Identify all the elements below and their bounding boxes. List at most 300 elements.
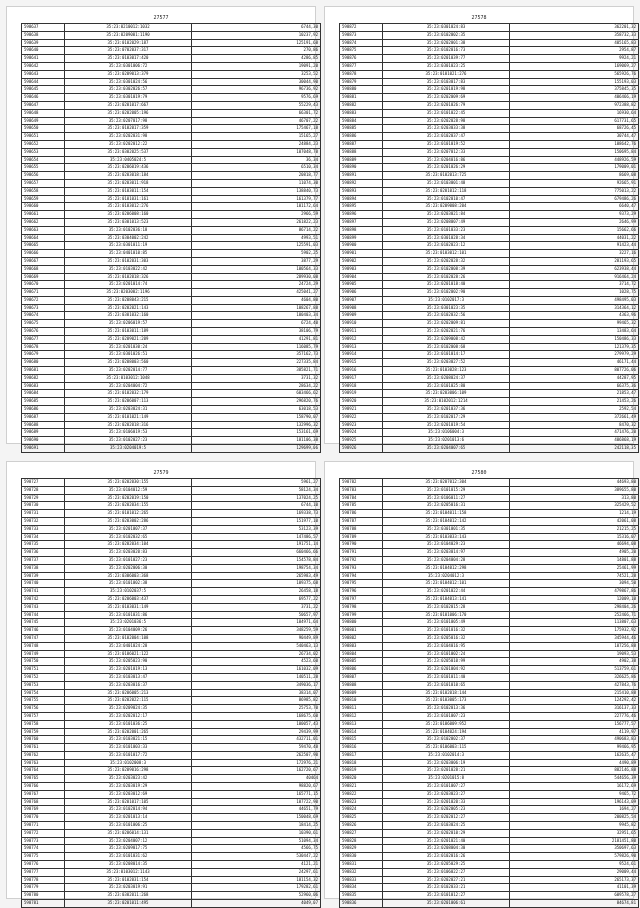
amount-cell: 9945,82 (510, 822, 639, 830)
row-number-cell: 598827 (340, 829, 383, 837)
row-number-cell: 598667 (22, 257, 65, 265)
cadastral-number-cell: 35:23:0202012:17 (65, 712, 192, 720)
amount-cell: 313,80 (510, 494, 639, 502)
table-row (340, 211, 639, 219)
amount-cell: 52960,06 (192, 892, 321, 900)
row-number-cell: 598808 (340, 681, 383, 689)
row-number-cell: 598767 (22, 790, 65, 798)
table-row (22, 712, 321, 720)
cadastral-number-cell: 35:23:0101007:27 (383, 783, 510, 791)
amount-cell: 4363,96 (510, 312, 639, 320)
cadastral-number-cell: 35:23:0201028:21 (383, 767, 510, 775)
row-number-cell: 598806 (340, 666, 383, 674)
amount-cell: 161032,09 (192, 666, 321, 674)
table-row (340, 218, 639, 226)
row-number-cell: 598683 (22, 382, 65, 390)
row-number-cell: 598728 (22, 486, 65, 494)
amount-cell: 90449,89 (192, 634, 321, 642)
cadastral-number-cell: 35:23:0102017:29 (383, 413, 510, 421)
cadastral-number-cell: 35:23:0203002:286 (65, 517, 192, 525)
row-number-cell: 598914 (340, 351, 383, 359)
row-number-cell: 598907 (340, 296, 383, 304)
amount-cell: 104971,64 (192, 619, 321, 627)
amount-cell: 279979,29 (510, 351, 639, 359)
amount-cell: 150486,33 (510, 335, 639, 343)
table-row (22, 900, 321, 908)
amount-cell: 261822,23 (192, 218, 321, 226)
amount-cell: 296820,76 (192, 398, 321, 406)
row-number-cell: 598833 (340, 876, 383, 884)
table-row (22, 790, 321, 798)
table-row (340, 398, 639, 406)
row-number-cell: 598649 (22, 117, 65, 125)
amount-cell: 46171,44 (510, 359, 639, 367)
amount-cell: 116085,79 (192, 343, 321, 351)
row-number-cell: 598814 (340, 728, 383, 736)
cadastral-number-cell: 35:23:0203033:38 (383, 125, 510, 133)
cadastral-number-cell: 35:23:0201019:54 (383, 421, 510, 429)
table-row (340, 39, 639, 47)
cadastral-number-cell: 35:23:0102002:35 (383, 31, 510, 39)
cadastral-number-cell: 35:23:0201011:495 (65, 900, 192, 908)
amount-cell: 14801,88 (510, 556, 639, 564)
row-number-cell: 598775 (22, 853, 65, 861)
row-number-cell: 598910 (340, 320, 383, 328)
table-row (340, 517, 639, 525)
cadastral-number-cell: 35:23:0203016:37 (65, 681, 192, 689)
row-number-cell: 598638 (22, 31, 65, 39)
row-number-cell: 598660 (22, 203, 65, 211)
ledger-table (339, 478, 639, 908)
row-number-cell: 598754 (22, 689, 65, 697)
row-number-cell: 598917 (340, 374, 383, 382)
amount-cell: 50657,97 (192, 611, 321, 619)
amount-cell: 4119,97 (510, 728, 639, 736)
amount-cell: 11074,30 (192, 179, 321, 187)
row-number-cell: 598684 (22, 390, 65, 398)
cadastral-number-cell: 35:23:0203018:184 (65, 172, 192, 180)
table-row (340, 437, 639, 445)
cadastral-number-cell: 35:23:0207017:98 (65, 117, 192, 125)
amount-cell: 4490,89 (510, 759, 639, 767)
cadastral-number-cell: 35:23:0101002:38 (65, 580, 192, 588)
cadastral-number-cell: 35:23:0103033:143 (383, 533, 510, 541)
cadastral-number-cell: 35:23:0101021:149 (65, 413, 192, 421)
row-number-cell: 598787 (340, 517, 383, 525)
table-row (340, 281, 639, 289)
cadastral-number-cell: 35:23:0101007:23 (383, 712, 510, 720)
table-row (22, 304, 321, 312)
cadastral-number-cell: 35:23:0202019:150 (65, 494, 192, 502)
table-row (22, 86, 321, 94)
amount-cell: 3094,50 (510, 580, 639, 588)
table-row (340, 172, 639, 180)
row-number-cell: 598760 (22, 736, 65, 744)
row-number-cell: 598677 (22, 335, 65, 343)
table-row (22, 273, 321, 281)
cadastral-number-cell: 35:23:0202005:196 (65, 109, 192, 117)
table-row (22, 728, 321, 736)
table-row (340, 502, 639, 510)
cadastral-number-cell: 35:23:0201007:37 (65, 525, 192, 533)
amount-cell: 4121,21 (192, 861, 321, 869)
amount-cell: 46707,22 (192, 117, 321, 125)
cadastral-number-cell: 35:23:0302025:537 (65, 148, 192, 156)
cadastral-number-cell: 35:23:0203020:83 (65, 549, 192, 557)
row-number-cell: 598886 (340, 133, 383, 141)
row-number-cell: 598682 (22, 374, 65, 382)
row-number-cell: 598645 (22, 86, 65, 94)
row-number-cell: 598773 (22, 837, 65, 845)
cadastral-number-cell: 35:23:0202005:23 (383, 806, 510, 814)
cadastral-number-cell: 35:23:0201013:6 (383, 437, 510, 445)
row-number-cell: 598792 (340, 556, 383, 564)
table-row (22, 642, 321, 650)
table-row (340, 720, 639, 728)
table-row (340, 564, 639, 572)
table-row (22, 689, 321, 697)
amount-cell: 44693,80 (510, 479, 639, 487)
cadastral-number-cell: 35:23:0106011:27 (383, 494, 510, 502)
amount-cell: 316137,33 (510, 705, 639, 713)
row-number-cell: 598729 (22, 494, 65, 502)
row-number-cell: 598744 (22, 611, 65, 619)
table-row (340, 486, 639, 494)
table-row (22, 218, 321, 226)
table-row (22, 510, 321, 518)
row-number-cell: 598890 (340, 164, 383, 172)
row-number-cell: 598727 (22, 479, 65, 487)
table-row (22, 312, 321, 320)
cadastral-number-cell: 35:23:0702037:317 (65, 47, 192, 55)
cadastral-number-cell: 35:23:0106004:3 (383, 429, 510, 437)
row-number-cell: 598653 (22, 148, 65, 156)
cadastral-number-cell: 35:23:0102017:3 (383, 296, 510, 304)
amount-cell: 8470,32 (510, 421, 639, 429)
document-page (6, 461, 318, 906)
table-row (340, 257, 639, 265)
cadastral-number-cell: 35:23:0301011:19 (65, 242, 192, 250)
table-row (340, 374, 639, 382)
cadastral-number-cell: 35:23:0103024:25 (383, 822, 510, 830)
document-page (6, 6, 318, 451)
cadastral-number-cell: 35:23:0207012:33 (383, 148, 510, 156)
table-row (340, 47, 639, 55)
amount-cell: 44287,95 (510, 374, 639, 382)
row-number-cell: 598813 (340, 720, 383, 728)
amount-cell: 8669,08 (510, 172, 639, 180)
row-number-cell: 598832 (340, 868, 383, 876)
row-number-cell: 598821 (340, 783, 383, 791)
row-number-cell: 598822 (340, 790, 383, 798)
table-row (340, 736, 639, 744)
cadastral-number-cell: 35:23:0203014:97 (383, 549, 510, 557)
amount-cell: 1214,19 (510, 510, 639, 518)
amount-cell: 168675,60 (192, 712, 321, 720)
row-number-cell: 598756 (22, 705, 65, 713)
amount-cell: 124292,42 (510, 697, 639, 705)
cadastral-number-cell: 35:23:0204012:3 (383, 572, 510, 580)
row-number-cell: 598749 (22, 650, 65, 658)
row-number-cell: 598751 (22, 666, 65, 674)
table-row (340, 619, 639, 627)
row-number-cell: 598835 (340, 892, 383, 900)
table-row (22, 226, 321, 234)
table-row (340, 588, 639, 596)
amount-cell: 100564,33 (192, 265, 321, 273)
amount-cell: 15316,07 (510, 533, 639, 541)
table-row (22, 697, 321, 705)
table-row (340, 541, 639, 549)
amount-cell: 358732,33 (510, 31, 639, 39)
table-row (22, 117, 321, 125)
amount-cell: 350697,63 (510, 845, 639, 853)
amount-cell: 357162,73 (192, 351, 321, 359)
cadastral-number-cell: 35:23:0201014:74 (65, 281, 192, 289)
cadastral-number-cell: 35:23:0203002:1196 (65, 289, 192, 297)
amount-cell: 362201,32 (510, 24, 639, 32)
amount-cell: 24884,23 (192, 140, 321, 148)
table-row (22, 195, 321, 203)
table-row (340, 580, 639, 588)
row-number-cell: 598923 (340, 421, 383, 429)
amount-cell: 252466,71 (510, 611, 639, 619)
table-row (340, 117, 639, 125)
cadastral-number-cell: 35:23:0206019:436 (65, 164, 192, 172)
table-row (22, 588, 321, 596)
row-number-cell: 598887 (340, 140, 383, 148)
row-number-cell: 598741 (22, 588, 65, 596)
cadastral-number-cell: 35:23:0102031:154 (65, 876, 192, 884)
row-number-cell: 598752 (22, 673, 65, 681)
row-number-cell: 598800 (340, 619, 383, 627)
amount-cell: 162720,67 (192, 767, 321, 775)
row-number-cell: 598680 (22, 359, 65, 367)
table-row (22, 479, 321, 487)
row-number-cell: 598820 (340, 775, 383, 783)
row-number-cell: 598665 (22, 242, 65, 250)
table-row (340, 759, 639, 767)
cadastral-number-cell: 35:23:0302011:268 (65, 892, 192, 900)
amount-cell: 215410,88 (510, 689, 639, 697)
amount-cell: 165771,15 (192, 790, 321, 798)
cadastral-number-cell: 35:23:0201036:5 (65, 619, 192, 627)
amount-cell: 28634,22 (192, 382, 321, 390)
cadastral-number-cell: 35:23:0101031:86 (65, 611, 192, 619)
cadastral-number-cell: 35:23:0101033:23 (383, 226, 510, 234)
amount-cell: 100057,43 (192, 720, 321, 728)
table-row (340, 195, 639, 203)
row-number-cell: 598770 (22, 814, 65, 822)
row-number-cell: 598823 (340, 798, 383, 806)
amount-cell: 349036,17 (192, 681, 321, 689)
cadastral-number-cell: 35:23:0401024:28 (65, 642, 192, 650)
cadastral-number-cell: 35:23:0202022:115 (65, 697, 192, 705)
amount-cell: 281193,65 (510, 257, 639, 265)
cadastral-number-cell: 35:23:0104011:158 (383, 510, 510, 518)
table-row (340, 429, 639, 437)
table-row (22, 861, 321, 869)
row-number-cell: 598913 (340, 343, 383, 351)
table-row (340, 705, 639, 713)
amount-cell: 38314,07 (192, 689, 321, 697)
cadastral-number-cell: 35:23:0202021:76 (383, 328, 510, 336)
table-row (22, 156, 321, 164)
row-number-cell: 598678 (22, 343, 65, 351)
table-row (22, 658, 321, 666)
cadastral-number-cell: 35:23:0102032:56 (383, 312, 510, 320)
amount-cell: 471476,20 (510, 429, 639, 437)
row-number-cell: 598679 (22, 351, 65, 359)
document-page (324, 461, 636, 906)
cadastral-number-cell: 35:23:0201019:13 (65, 666, 192, 674)
cadastral-number-cell: 35:23:0102008:68 (383, 343, 510, 351)
document-page (324, 6, 636, 451)
cadastral-number-cell: 35:23:0206005:213 (65, 689, 192, 697)
table-row (340, 343, 639, 351)
table-row (340, 226, 639, 234)
amount-cell: 29009,44 (510, 868, 639, 876)
cadastral-number-cell: 35:23:0205029:25 (383, 861, 510, 869)
ledger-table (339, 23, 639, 453)
row-number-cell: 598897 (340, 218, 383, 226)
table-row (340, 156, 639, 164)
table-row (340, 203, 639, 211)
table-row (22, 148, 321, 156)
row-number-cell: 598674 (22, 312, 65, 320)
cadastral-number-cell: 35:23:0102015:28 (383, 603, 510, 611)
table-row (340, 876, 639, 884)
table-row (340, 572, 639, 580)
row-number-cell: 598795 (340, 580, 383, 588)
amount-cell: 916464,24 (510, 273, 639, 281)
row-number-cell: 598656 (22, 172, 65, 180)
row-number-cell: 598765 (22, 775, 65, 783)
amount-cell: 158790,07 (192, 413, 321, 421)
row-number-cell: 598794 (340, 572, 383, 580)
cadastral-number-cell: 35:23:0104016:95 (383, 642, 510, 650)
row-number-cell: 598788 (340, 525, 383, 533)
row-number-cell: 598905 (340, 281, 383, 289)
table-row (340, 421, 639, 429)
amount-cell: 69577,22 (192, 595, 321, 603)
cadastral-number-cell: 35:23:0102018:326 (65, 273, 192, 281)
table-row (22, 853, 321, 861)
row-number-cell: 598892 (340, 179, 383, 187)
table-row (22, 179, 321, 187)
amount-cell: 138840,73 (192, 187, 321, 195)
amount-cell: 44651,79 (192, 806, 321, 814)
amount-cell: 108267,88 (192, 304, 321, 312)
table-row (22, 172, 321, 180)
amount-cell: 4566,75 (192, 845, 321, 853)
table-row (22, 767, 321, 775)
cadastral-number-cell: 35:23:0103031:149 (65, 603, 192, 611)
cadastral-number-cell: 35:23:0103012:1048 (65, 374, 192, 382)
table-row (22, 736, 321, 744)
cadastral-number-cell: 35:23:0104012:59 (65, 486, 192, 494)
cadastral-number-cell: 35:23:0102012:1214 (383, 398, 510, 406)
amount-cell: 24724,29 (192, 281, 321, 289)
table-row (22, 822, 321, 830)
amount-cell: 530447,22 (192, 853, 321, 861)
table-row (22, 94, 321, 102)
table-row (22, 619, 321, 627)
amount-cell: 406466,19 (510, 94, 639, 102)
table-row (340, 382, 639, 390)
amount-cell: 4523,60 (192, 658, 321, 666)
amount-cell: 51094,34 (192, 837, 321, 845)
cadastral-number-cell: 35:23:0102037:47 (383, 133, 510, 141)
row-number-cell: 598747 (22, 634, 65, 642)
amount-cell: 137024,25 (192, 494, 321, 502)
table-row (22, 603, 321, 611)
amount-cell: 479867,86 (510, 588, 639, 596)
cadastral-number-cell: 35:23:0101005:49 (383, 619, 510, 627)
cadastral-number-cell: 35:23:0101019:52 (383, 140, 510, 148)
cadastral-number-cell: 35:23:0202012:27 (383, 814, 510, 822)
row-number-cell: 598873 (340, 31, 383, 39)
cadastral-number-cell: 35:23:0205010:99 (383, 658, 510, 666)
amount-cell: 96736,92 (192, 86, 321, 94)
row-number-cell: 598772 (22, 829, 65, 837)
cadastral-number-cell: 35:23:0202030:155 (65, 479, 192, 487)
table-row (22, 829, 321, 837)
table-row (340, 892, 639, 900)
table-row (340, 525, 639, 533)
cadastral-number-cell: 35:23:0201039:77 (383, 55, 510, 63)
row-number-cell: 598655 (22, 164, 65, 172)
table-row (340, 697, 639, 705)
row-number-cell: 598737 (22, 556, 65, 564)
amount-cell: 179282,61 (192, 884, 321, 892)
table-row (340, 900, 639, 908)
cadastral-number-cell: 35:23:0101022:45 (383, 109, 510, 117)
cadastral-number-cell: 35:23:0203024:31 (65, 406, 192, 414)
cadastral-number-cell: 35:23:0103021:15 (65, 736, 192, 744)
page-number: 27577 (153, 15, 169, 21)
table-row (22, 390, 321, 398)
table-row (340, 109, 639, 117)
table-row (22, 720, 321, 728)
row-number-cell: 598817 (340, 751, 383, 759)
amount-cell: 9576,69 (192, 94, 321, 102)
row-number-cell: 598687 (22, 413, 65, 421)
amount-cell: 26734,02 (192, 650, 321, 658)
cadastral-number-cell: 35:23:0202001:265 (65, 728, 192, 736)
row-number-cell: 598652 (22, 140, 65, 148)
amount-cell: 242118,35 (510, 445, 639, 453)
table-row (340, 744, 639, 752)
row-number-cell: 598782 (340, 479, 383, 487)
amount-cell: 9373,29 (510, 211, 639, 219)
table-row (340, 413, 639, 421)
amount-cell: 972388,82 (510, 101, 639, 109)
row-number-cell: 598689 (22, 429, 65, 437)
table-row (22, 798, 321, 806)
row-number-cell: 598918 (340, 382, 383, 390)
row-number-cell: 598809 (340, 689, 383, 697)
table-row (340, 603, 639, 611)
cadastral-number-cell: 35:23:0401010:85 (65, 250, 192, 258)
amount-cell: 432711,01 (192, 736, 321, 744)
row-number-cell: 598748 (22, 642, 65, 650)
table-row (340, 790, 639, 798)
amount-cell: 314364,12 (510, 304, 639, 312)
cadastral-number-cell: 35:23:0209008:204 (383, 203, 510, 211)
cadastral-number-cell: 35:23:0202021:143 (65, 304, 192, 312)
row-number-cell: 598746 (22, 627, 65, 635)
